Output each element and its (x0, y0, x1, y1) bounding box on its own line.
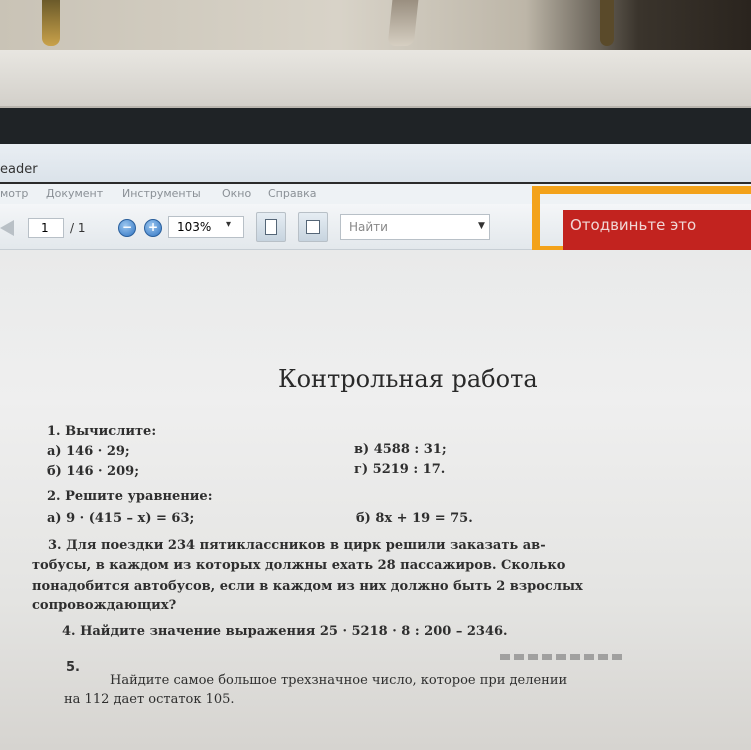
menu-item-view[interactable]: мотр (0, 187, 29, 200)
page-number-input[interactable]: 1 (28, 218, 64, 238)
task3-line: 3. Для поездки 234 пятиклассников в цирк решили заказать ав- (48, 538, 546, 553)
warning-text: Отодвиньте это (570, 216, 697, 234)
cut-off-text (500, 654, 624, 660)
task1-heading: 1. Вычислите: (47, 424, 157, 439)
task3-line: понадобится автобусов, если в каждом из них должно быть 2 взрослых (32, 579, 583, 594)
menu-item-help[interactable]: Справка (268, 187, 317, 200)
zoom-in-icon[interactable]: + (144, 219, 162, 237)
task2-item-a: а) 9 · (415 – x) = 63; (47, 511, 195, 526)
task3-line: сопровождающих? (32, 598, 177, 613)
task4-text: 4. Найдите значение выражения 25 · 5218 · 8 : 200 – 2346. (62, 624, 508, 639)
task1-item-a: а) 146 · 29; (47, 444, 130, 459)
fit-page-icon[interactable] (256, 212, 286, 242)
app-title: eader (0, 162, 38, 177)
menu-item-tools[interactable]: Инструменты (122, 187, 201, 200)
fit-width-icon[interactable] (298, 212, 328, 242)
chevron-down-icon[interactable]: ▼ (478, 221, 485, 231)
desk-background (0, 0, 751, 50)
pencil-photo (388, 0, 419, 46)
task2-heading: 2. Решите уравнение: (47, 489, 213, 504)
search-input[interactable]: Найти (340, 214, 490, 240)
menu-item-window[interactable]: Окно (222, 187, 252, 200)
task1-item-g: г) 5219 : 17. (354, 462, 446, 477)
title-bar (0, 144, 751, 182)
zoom-select[interactable]: 103% (168, 216, 244, 238)
task5-line: на 112 дает остаток 105. (64, 692, 235, 707)
task2-item-b: б) 8x + 19 = 75. (356, 511, 473, 526)
monitor-bezel (0, 50, 751, 108)
page-title: Контрольная работа (278, 365, 538, 393)
menu-item-document[interactable]: Документ (46, 187, 104, 200)
pencil-photo (600, 0, 614, 46)
task5-number: 5. (66, 660, 80, 675)
zoom-out-icon[interactable]: − (118, 219, 136, 237)
task3-line: тобусы, в каждом из которых должны ехать 28 пассажиров. Сколько (32, 558, 566, 573)
screen-edge (0, 108, 751, 144)
task5-line: Найдите самое большое трехзначное число, которое при делении (110, 673, 568, 688)
task1-item-v: в) 4588 : 31; (354, 442, 447, 457)
pencil-photo (42, 0, 60, 46)
task1-item-b: б) 146 · 209; (47, 464, 139, 479)
chevron-down-icon[interactable]: ▾ (226, 219, 232, 230)
page-total: / 1 (70, 221, 86, 235)
